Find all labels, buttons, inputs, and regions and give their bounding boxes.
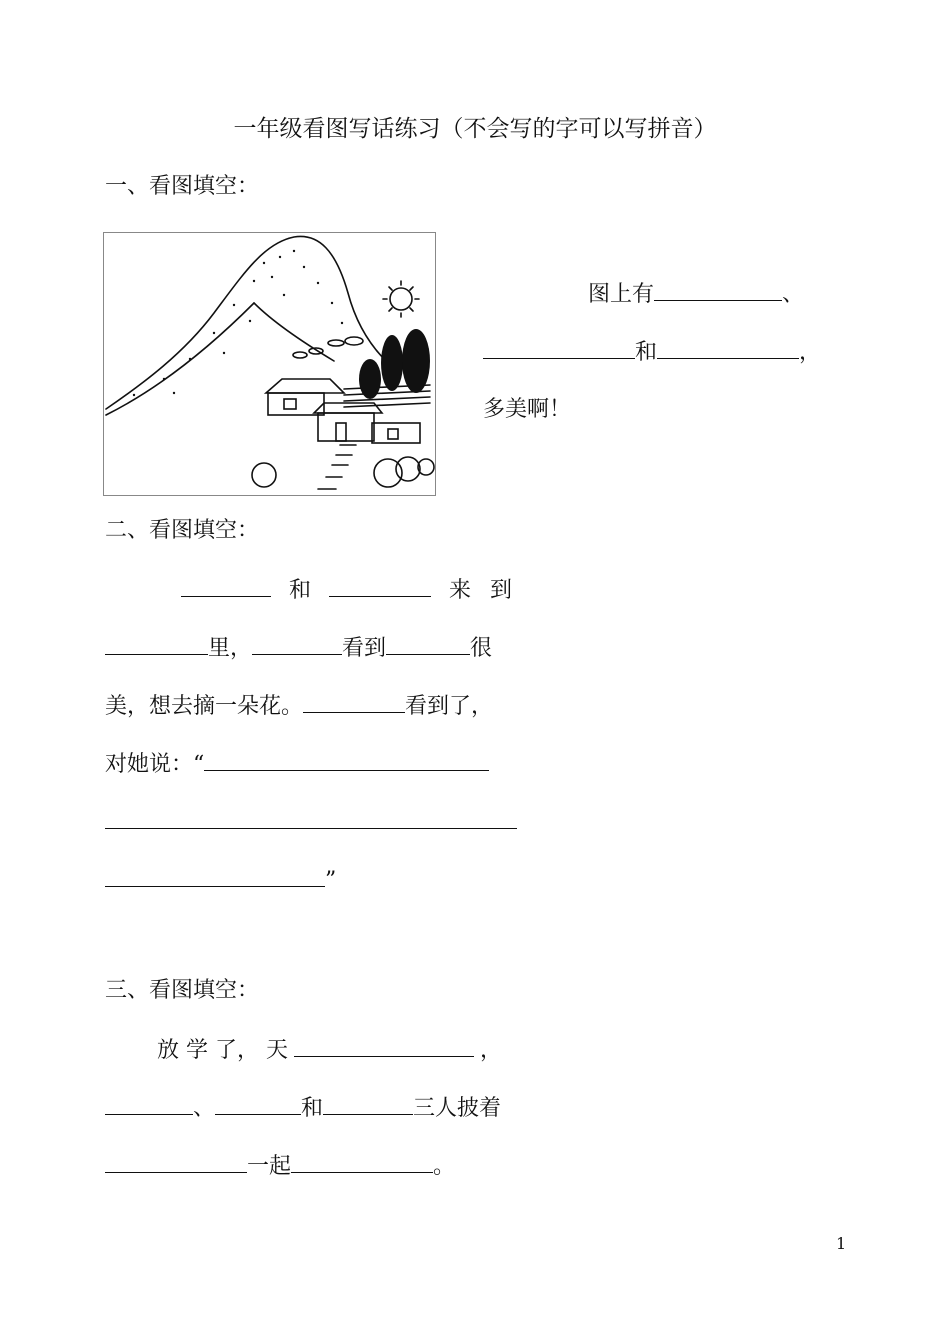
section2-line1 — [181, 574, 518, 606]
text-and: 和 — [289, 578, 312, 603]
text-comma: 、 — [193, 1096, 216, 1121]
section2-line2 — [105, 632, 492, 664]
blank-10[interactable] — [204, 748, 489, 771]
text-came-to: 来 到 — [449, 578, 519, 603]
section1-line3: 多美啊！ — [483, 397, 572, 422]
blank-3[interactable] — [657, 336, 799, 359]
mountain-village-drawing — [104, 233, 435, 495]
text-comma: 、 — [782, 282, 805, 307]
text-very: 很 — [470, 636, 493, 661]
blank-11[interactable] — [105, 806, 517, 829]
text-after-school: 放 学 了， 天 — [157, 1038, 288, 1063]
illustration-mountain-village — [103, 232, 436, 496]
text-and: 和 — [301, 1096, 324, 1121]
section1-line1 — [588, 278, 804, 310]
blank-6[interactable] — [105, 632, 208, 655]
blank-14[interactable] — [105, 1092, 193, 1115]
text-three-people: 三人披着 — [413, 1096, 502, 1121]
blank-17[interactable] — [105, 1150, 247, 1173]
blank-18[interactable] — [291, 1150, 433, 1173]
section2-heading: 二、看图填空： — [105, 518, 260, 543]
section2-line5 — [105, 806, 517, 838]
blank-15[interactable] — [215, 1092, 301, 1115]
section2-line3 — [105, 690, 493, 722]
blank-16[interactable] — [323, 1092, 413, 1115]
section1-heading: 一、看图填空： — [105, 174, 260, 199]
text-said-to-her: 对她说：“ — [105, 752, 205, 777]
section3-heading: 三、看图填空： — [105, 978, 260, 1003]
text-comma: ， — [799, 340, 822, 365]
blank-4[interactable] — [181, 574, 271, 597]
text-saw: 看到 — [342, 636, 387, 661]
text-together: 一起 — [247, 1154, 292, 1179]
section3-line1 — [157, 1034, 502, 1066]
section1-line2 — [483, 336, 821, 368]
page-number: 1 — [836, 1234, 847, 1253]
blank-8[interactable] — [386, 632, 470, 655]
page-title: 一年级看图写话练习（不会写的字可以写拼音） — [233, 116, 717, 142]
blank-5[interactable] — [329, 574, 431, 597]
text-close-quote: ” — [325, 868, 337, 893]
section2-line6 — [105, 864, 336, 896]
text-period: 。 — [433, 1154, 456, 1179]
section3-line2 — [105, 1092, 501, 1124]
text-saw-it: 看到了， — [405, 694, 494, 719]
text-inside: 里， — [208, 636, 253, 661]
blank-13[interactable] — [294, 1034, 474, 1057]
blank-2[interactable] — [483, 336, 635, 359]
text-and: 和 — [635, 340, 658, 365]
blank-7[interactable] — [252, 632, 342, 655]
section3-line3 — [105, 1150, 455, 1182]
blank-12[interactable] — [105, 864, 325, 887]
section2-line4 — [105, 748, 489, 780]
blank-9[interactable] — [303, 690, 405, 713]
text-pick-flower: 美，想去摘一朵花。 — [105, 694, 304, 719]
text-comma: ， — [479, 1038, 502, 1063]
blank-1[interactable] — [654, 278, 782, 301]
text-picture-has: 图上有 — [588, 282, 655, 307]
